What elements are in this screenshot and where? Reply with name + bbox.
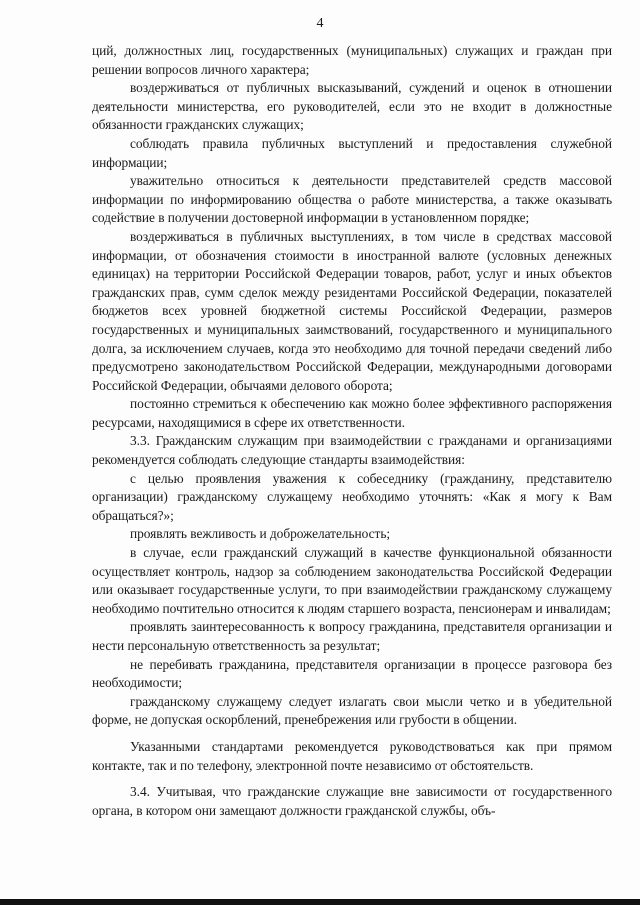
document-body [92, 42, 612, 820]
paragraph-foreign-currency: воздерживаться в публичных выступлениях, в том числе в средствах массовой информации, от обозначения стоимости в иностранной валюте (условных денежных единицах) на территории Российской Федерации товаров, работ, услуг и иных объектов гражданских прав, сумм сделок между резидентами Российской Федерации, показателей бюджетов всех уровней бюджетной системы Российской Федерации, размеров государственных и муниципальных заимствований, государственного и муниципального долга, за исключением случаев, когда это необходимо для точной передачи сведений либо предусмотрено законодательством Российской Федерации, международными договорами Российской Федерации, обычаями делового оборота; [92, 228, 612, 393]
paragraph-resources: постоянно стремиться к обеспечению как можно более эффективного распоряжения ресурсами, находящимися в сфере их ответственности. [92, 396, 612, 430]
paragraph-no-interrupting: не перебивать гражданина, представителя организации в процессе разговора без необходимости; [92, 656, 612, 691]
paragraph-section-3-3: 3.3. Гражданским служащим при взаимодействии с гражданами и организациями рекомендуется соблюдать следующие стандарты взаимодействия: [92, 433, 612, 468]
scan-bottom-edge [0, 899, 640, 905]
paragraph-interest: проявлять заинтересованность к вопросу гражданина, представителя организации и нести персональную ответственность за результат; [92, 619, 612, 653]
paragraph-respect-interlocutor: с целью проявления уважения к собеседнику (гражданину, представителю организации) гражданскому служащему необходимо уточнять: «Как я могу к Вам обращаться?»; [92, 470, 612, 523]
paragraph-standards-application: Указанными стандартами рекомендуется руководствоваться как при прямом контакте, так и по телефону, электронной почте независимо от обстоятельств. [92, 738, 612, 773]
paragraph-refrain-public-statements: воздерживаться от публичных высказываний, суждений и оценок в отношении деятельности министерства, его руководителей, если это не входит в должностные обязанности гражданских служащих; [92, 80, 612, 133]
paragraph-elderly-respect: в случае, если гражданский служащий в качестве функциональной обязанности осуществляет контроль, надзор за соблюдением законодательства Российской Федерации или оказывает государственные услуги, то при взаимодействии гражданскому служащему необходимо почтительно относится к людям старшего возраста, пенсионерам и инвалидам; [92, 545, 612, 616]
paragraph-clear-thoughts: гражданскому служащему следует излагать свои мысли четко и в убедительной форме, не допуская оскорблений, пренебрежения или грубости в общении. [92, 693, 612, 728]
paragraph-mass-media: уважительно относиться к деятельности представителей средств массовой информации по информированию общества о работе министерства, а также оказывать содействие в получении достоверной информации в установленном порядке; [92, 173, 612, 226]
paragraph-public-speaking-rules: соблюдать правила публичных выступлений и предоставления служебной информации; [92, 135, 612, 170]
paragraph-continuation: ций, должностных лиц, государственных (муниципальных) служащих и граждан при решении вопросов личного характера; [92, 43, 612, 77]
paragraph-politeness: проявлять вежливость и доброжелательность; [130, 526, 391, 542]
page-number: 4 [316, 16, 324, 31]
paragraph-section-3-4: 3.4. Учитывая, что гражданские служащие вне зависимости от государственного органа, в котором они замещают должности гражданской службы, объ- [92, 784, 612, 818]
